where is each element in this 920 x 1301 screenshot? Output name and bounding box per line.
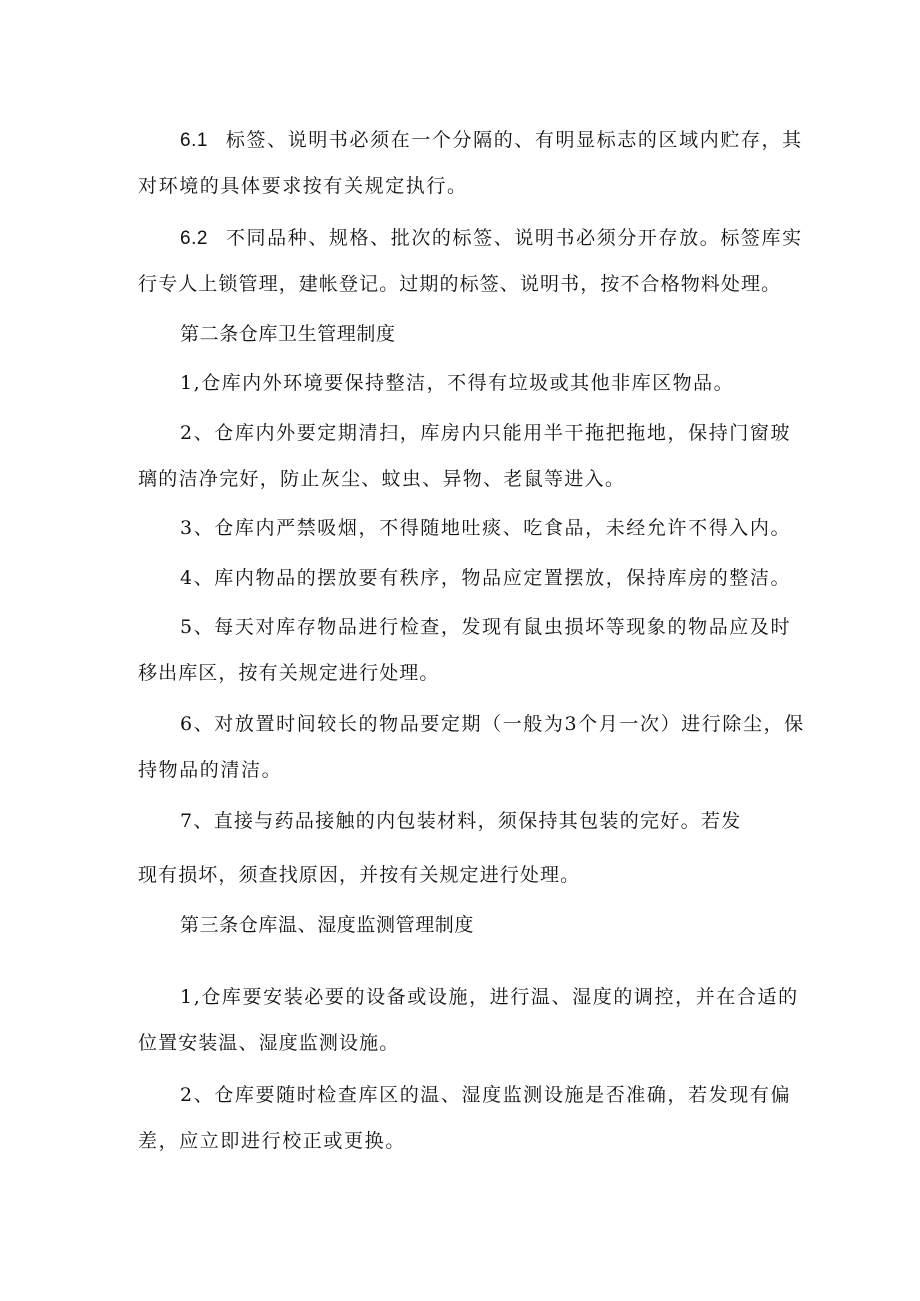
article-3-item-2-line-1: 2、仓库要随时检查库区的温、湿度监测设施是否准确，若发现有偏 [180, 1084, 792, 1106]
article-3-item-2-line-2: 差，应立即进行校正或更换。 [138, 1130, 406, 1152]
article-2-item-7-line-1: 7、直接与药品接触的内包装材料，须保持其包装的完好。若发 [180, 810, 742, 832]
article-3-item-1-line-1: 1,仓库要安装必要的设备或设施，进行温、湿度的调控，并在合适的 [180, 986, 799, 1008]
section-number-6-1: 6.1 [180, 130, 208, 151]
article-2-item-4: 4、库内物品的摆放要有秩序，物品应定置摆放，保持库房的整洁。 [180, 567, 792, 589]
paragraph-6-2-line-2: 行专人上锁管理，建帐登记。过期的标签、说明书，按不合格物料处理。 [138, 273, 782, 295]
paragraph-6-1-text-1: 标签、说明书必须在一个分隔的、有明显标志的区域内贮存，其 [225, 129, 803, 151]
article-2-item-5-line-1: 5、每天对库存物品进行检查，发现有鼠虫损坏等现象的物品应及时 [180, 616, 792, 638]
article-3-item-1-line-2: 位置安装温、湿度监测设施。 [138, 1032, 400, 1054]
article-2-item-3: 3、仓库内严禁吸烟，不得随地吐痰、吃食品，未经允许不得入内。 [180, 517, 792, 539]
section-number-6-2: 6.2 [180, 228, 208, 249]
article-2-item-7-line-2: 现有损坏，须查找原因，并按有关规定进行处理。 [138, 864, 581, 886]
paragraph-6-2-text-1: 不同品种、规格、批次的标签、说明书必须分开存放。标签库实 [225, 227, 803, 249]
article-2-item-6-line-1: 6、对放置时间较长的物品要定期（一般为3个月一次）进行除尘，保 [180, 713, 805, 735]
article-2-item-1: 1,仓库内外环境要保持整洁，不得有垃圾或其他非库区物品。 [180, 372, 735, 394]
article-2-item-5-line-2: 移出库区，按有关规定进行处理。 [138, 662, 440, 684]
article-2-item-2-line-2: 璃的洁净完好，防止灰尘、蚊虫、异物、老鼠等进入。 [138, 468, 626, 490]
paragraph-6-1-line-2: 对环境的具体要求按有关规定执行。 [138, 175, 468, 197]
paragraph-6-1-line-1 [180, 128, 803, 153]
heading-article-3: 第三条仓库温、湿度监测管理制度 [180, 914, 475, 936]
article-2-item-6-line-2: 持物品的清洁。 [138, 759, 283, 781]
paragraph-6-2-line-1 [180, 226, 803, 251]
article-2-item-2-line-1: 2、仓库内外要定期清扫，库房内只能用半干拖把拖地，保持门窗玻 [180, 422, 792, 444]
heading-article-2: 第二条仓库卫生管理制度 [180, 323, 396, 345]
